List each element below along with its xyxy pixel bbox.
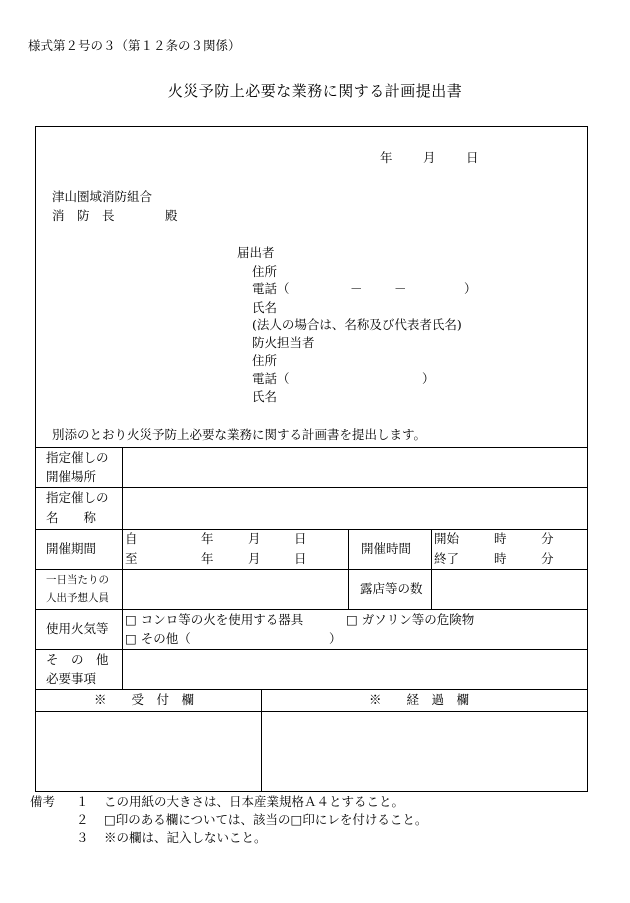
corp-note: (法人の場合は、名称及び代表者氏名): [252, 317, 462, 332]
fire-officer-phone: 電話（: [252, 371, 290, 386]
time-end: 終了: [434, 551, 460, 566]
column-divider: [261, 689, 262, 791]
column-divider: [348, 529, 349, 609]
time-minute: 分: [541, 551, 554, 566]
attendance-label: 一日当たりの: [46, 574, 109, 586]
document-title: 火災予防上必要な業務に関する計画提出書: [167, 82, 463, 100]
fire-officer-address: 住所: [252, 353, 278, 368]
period-year: 年: [201, 531, 214, 546]
note-number: ３: [76, 830, 89, 845]
fire-use-label: 使用火気等: [46, 621, 109, 636]
row-divider: [36, 529, 587, 530]
addressee-honorific: 殿: [165, 208, 178, 223]
submitter-phone-close: ）: [464, 281, 477, 296]
form-table: [35, 126, 588, 792]
fire-officer-phone-close: ）: [422, 371, 435, 386]
time-minute: 分: [541, 531, 554, 546]
row-divider: [36, 711, 587, 712]
note-number: ２: [76, 812, 89, 827]
time-start: 開始: [434, 531, 460, 546]
other-label: そ の 他: [46, 652, 109, 667]
period-month: 月: [248, 531, 261, 546]
note-text: ※の欄は、記入しないこと。: [104, 830, 267, 845]
form-number: 様式第２号の３（第１２条の３関係）: [28, 38, 241, 53]
fire-officer-label: 防火担当者: [252, 335, 315, 350]
period-label: 開催期間: [46, 541, 97, 556]
progress-header: ※ 経 過 欄: [369, 692, 470, 707]
time-label: 開催時間: [361, 541, 412, 556]
column-divider: [431, 529, 432, 609]
notes-heading: 備考: [30, 794, 56, 809]
row-divider: [36, 689, 587, 690]
venue-label: 開催場所: [46, 469, 97, 484]
submitter-phone-dash: －: [350, 281, 363, 296]
period-day: 日: [294, 531, 307, 546]
time-hour: 時: [494, 551, 507, 566]
event-name-label: 名 称: [46, 510, 97, 525]
row-divider: [36, 569, 587, 570]
date-day-label: 日: [466, 150, 479, 165]
period-month: 月: [248, 551, 261, 566]
note-text: この用紙の大きさは、日本産業規格Ａ４とすること。: [104, 794, 405, 809]
fire-use-option-stove[interactable]: □ コンロ等の火を使用する器具: [125, 612, 304, 627]
column-divider: [122, 447, 123, 689]
addressee-chief: 消 防 長: [52, 208, 115, 223]
submitter-label: 届出者: [237, 245, 275, 260]
submitter-phone: 電話（: [252, 281, 290, 296]
period-from: 自: [125, 531, 138, 546]
date-month-label: 月: [423, 150, 436, 165]
submitter-phone-dash: －: [394, 281, 407, 296]
other-label: 必要事項: [46, 671, 97, 686]
note-text: □印のある欄については、該当の□印にレを付けること。: [104, 812, 428, 827]
fire-use-option-other[interactable]: □ その他（: [125, 631, 191, 646]
period-year: 年: [201, 551, 214, 566]
date-year-label: 年: [380, 150, 393, 165]
note-number: １: [76, 794, 89, 809]
reception-header: ※ 受 付 欄: [94, 692, 195, 707]
period-to: 至: [125, 551, 138, 566]
fire-use-option-gasoline[interactable]: □ ガソリン等の危険物: [346, 612, 475, 627]
submitter-name: 氏名: [252, 300, 278, 315]
fire-officer-name: 氏名: [252, 389, 278, 404]
row-divider: [36, 609, 587, 610]
attendance-label: 人出予想人員: [46, 592, 109, 604]
submitter-address: 住所: [252, 264, 278, 279]
event-name-label: 指定催しの: [46, 490, 109, 505]
fire-use-other-close: ）: [329, 631, 342, 646]
venue-label: 指定催しの: [46, 450, 109, 465]
submission-statement: 別添のとおり火災予防上必要な業務に関する計画書を提出します。: [52, 427, 427, 442]
row-divider: [36, 487, 587, 488]
row-divider: [36, 649, 587, 650]
period-day: 日: [294, 551, 307, 566]
time-hour: 時: [494, 531, 507, 546]
stalls-label: 露店等の数: [360, 581, 423, 596]
row-divider: [36, 447, 587, 448]
addressee-org: 津山圏域消防組合: [52, 189, 153, 204]
